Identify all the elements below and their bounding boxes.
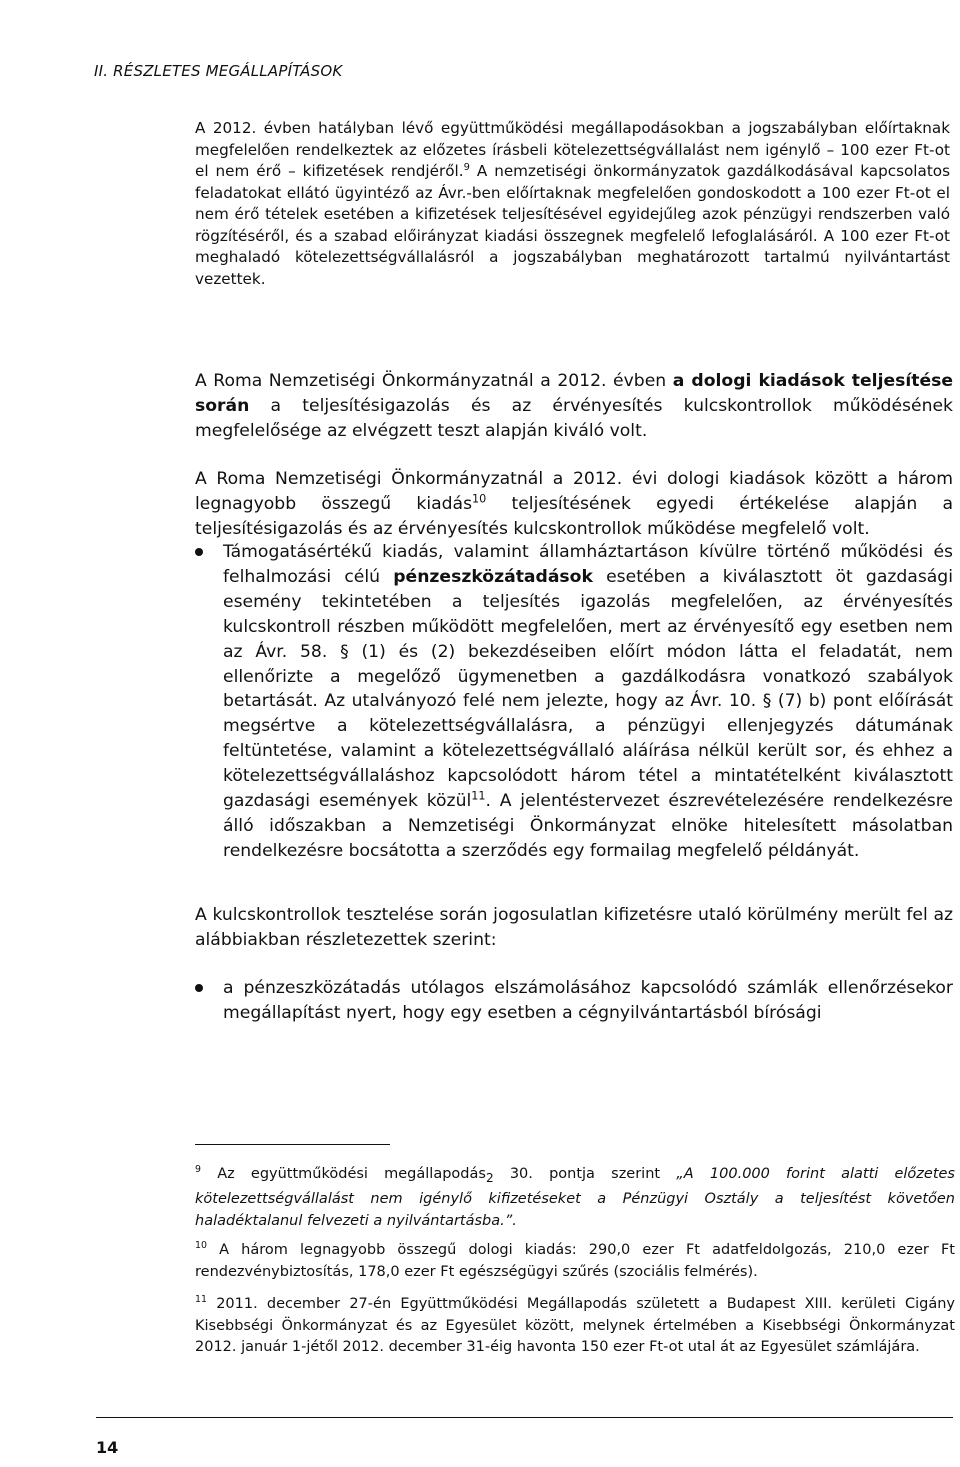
paragraph-kulcskontrollok: A kulcskontrollok tesztelése során jogosulatlan kifizetésre utaló körülmény merült fel az alábbiakban részletezettek szerint:	[195, 905, 953, 950]
footnote-9	[195, 1164, 955, 1232]
footnote-quote: „A 100.000 forint alatti előzetes kötelezettségvállalást nem igénylő kifizetéseket a Pénzügyi Osztály a teljesítést követően haladéktalanul felvezeti a nyilvántartásba.”.	[195, 1166, 955, 1229]
paragraph-harom-legnagyobb	[195, 467, 953, 541]
footnote-ref-11[interactable]: 11	[471, 789, 486, 803]
page-footer-rule	[96, 1417, 953, 1418]
footnote-text: 2011. december 27-én Együttműködési Megállapodás született a Budapest XIII. kerületi Cigány Kisebbségi Önkormányzat és az Egyesület között, melynek értelmében a Kisebbségi Önkormányzat 2012. január 1-jétől 2012. december 31-éig havonta 150 ezer Ft-ot utal át az Egyesület számlájára.	[195, 1296, 955, 1355]
footnote-text: 30. pontja szerint	[493, 1166, 677, 1182]
footnote-ref-10[interactable]: 10	[472, 492, 487, 506]
bold-phrase: a dologi kiadások teljesítése során	[195, 371, 953, 416]
page-number: 14	[96, 1438, 119, 1457]
paragraph-text: A nemzetiségi önkormányzatok gazdálkodásával kapcsolatos feladatokat ellátó ügyintéző az Ávr.-ben előírtaknak megfelelően gondoskodott a 100 ezer Ft-ot el nem érő tételek esetében a kifizetések teljesítésével egyidejűleg azok pénzügyi rendszerben való rögzítéséről, és a szabad előirányzat kiadási összegnek megfelelő lefoglalásáról. A 100 ezer Ft-ot meghaladó kötelezettségvállalásról a jogszabályban meghatározott tartalmú nyilvántartást vezettek.	[195, 162, 950, 288]
bullet-icon	[195, 984, 203, 992]
bullet-text	[223, 540, 953, 864]
paragraph-text: teljesítésének egyedi értékelése alapján a teljesítésigazolás és az érvényesítés kulcskontrollok működése megfelelő volt.	[195, 493, 953, 539]
paragraph-text: A 2012. évben hatályban lévő együttműködési megállapodásokban a jogszabályban előírtaknak megfelelően rendelkeztek az előzetes írásbeli kötelezettségvállalást nem igénylő – 100 ezer Ft-ot el nem érő – kifizetések rendjéről.	[195, 119, 950, 180]
paragraph-text: a teljesítésigazolás és az érvényesítés kulcskontrollok működésének megfelelősége az elvégzett teszt alapján kiváló volt.	[195, 395, 953, 441]
paragraph-text: A Roma Nemzetiségi Önkormányzatnál a 2012. évi dologi kiadások között a három legnagyobb összegű kiadás	[195, 469, 953, 514]
paragraph-text: Támogatásértékű kiadás, valamint államháztartáson kívülre történő működési és felhalmozási célú	[223, 542, 953, 587]
subscript: 2	[485, 1170, 494, 1185]
footnote-text: A három legnagyobb összegű dologi kiadás: 290,0 ezer Ft adatfeldolgozás, 210,0 ezer Ft rendezvénybiztosítás, 178,0 ezer Ft egészségügyi szűrés (szociális felmérés).	[195, 1242, 955, 1280]
paragraph-payment-rules	[195, 118, 950, 290]
footnote-11	[195, 1294, 955, 1359]
paragraph-text: esetében a kiválasztott öt gazdasági esemény tekintetében a teljesítés igazolás megfelelően, az érvényesítés kulcskontroll részben működött megfelelően, mert az érvényesítő egy esetben nem az Ávr. 58. § (1) és (2) bekezdéseiben előírt módon látta el feladatát, nem ellenőrizte a megelőző ügymenetben a gazdálkodásra vonatkozó szabályok betartását. Az utalványozó felé nem jelezte, hogy az Ávr. 10. § (7) b) pont előírását megsértve a kötelezettségvállalásra, a pénzügyi ellenjegyzés dátumának feltüntetése, valamint a kötelezettségvállaló aláírása nélkül került sor, és ehhez a kötelezettségvállaláshoz kapcsolódott három tétel a mintatételként kiválasztott gazdasági események közül	[223, 566, 953, 812]
footnote-ref-9[interactable]: 9	[463, 161, 470, 173]
bold-phrase: pénzeszközátadások	[393, 566, 593, 587]
footnote-10	[195, 1240, 955, 1283]
running-header: II. RÉSZLETES MEGÁLLAPÍTÁSOK	[94, 62, 343, 80]
footnote-text: Az együttműködési megállapodás	[201, 1166, 486, 1182]
bullet-icon	[195, 548, 203, 556]
bullet-item-penzeszkozatadasok	[195, 540, 953, 864]
footnote-number: 11	[195, 1294, 207, 1306]
footnote-number: 10	[195, 1240, 207, 1252]
paragraph-text: . A jelentéstervezet észrevételezésére rendelkezésre álló időszakban a Nemzetiségi Önkormányzat elnöke hitelesített másolatban rendelkezésre bocsátotta a szerződés egy formailag megfelelő példányát.	[223, 791, 953, 861]
footnote-number: 9	[195, 1164, 201, 1176]
footnote-separator	[195, 1144, 390, 1145]
paragraph-dologi-kiadasok	[195, 369, 953, 443]
paragraph-text: A Roma Nemzetiségi Önkormányzatnál a 2012. évben	[195, 371, 673, 391]
bullet-text: a pénzeszközátadás utólagos elszámolásához kapcsolódó számlák ellenőrzésekor megállapítást nyert, hogy egy esetben a cégnyilvántartásból bírósági	[223, 978, 953, 1023]
bullet-item-szamlak	[195, 976, 953, 1026]
